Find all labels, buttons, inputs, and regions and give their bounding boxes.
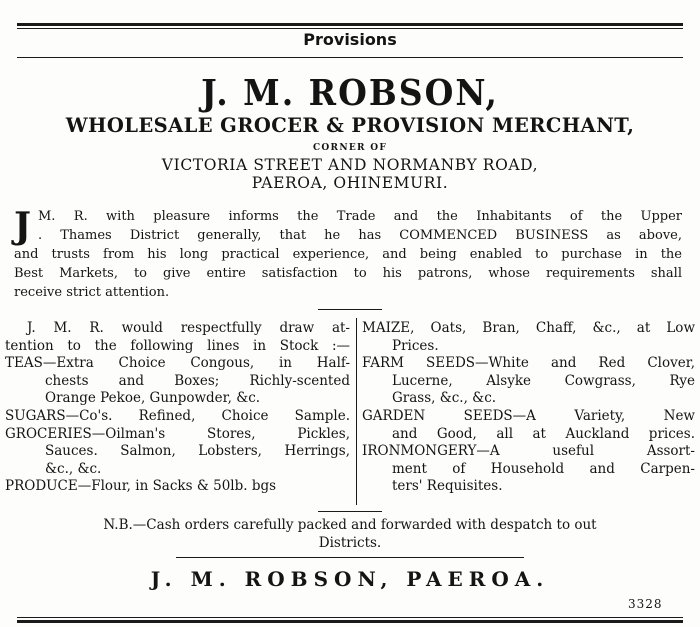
- top-rule-thin: [17, 28, 683, 29]
- right-line: MAIZE, Oats, Bran, Chaff, &c., at Low: [362, 320, 695, 336]
- right-line: and Good, all at Auckland prices.: [392, 425, 695, 442]
- right-line: FARM SEEDS—White and Red Clover,: [362, 355, 695, 372]
- corner-of-label: CORNER OF: [312, 143, 388, 153]
- right-line: ment of Household and Carpen-: [392, 460, 695, 477]
- intro-line: . Thames District generally, that he has COMMENCED BUSINESS as above,: [38, 228, 682, 243]
- left-line: GROCERIES—Oilman's Stores, Pickles,: [5, 425, 350, 442]
- left-line: TEAS—Extra Choice Congous, in Half-: [5, 355, 350, 372]
- right-column: [362, 320, 695, 496]
- ref-number: 3328: [628, 597, 663, 611]
- bottom-rule-thin: [17, 617, 683, 618]
- intro-paragraph: [14, 207, 682, 302]
- header-rule: [17, 57, 683, 58]
- business-title: WHOLESALE GROCER & PROVISION MERCHANT,: [65, 114, 635, 137]
- left-line: Sauces. Salmon, Lobsters, Herrings,: [45, 443, 350, 460]
- nb-line: Districts.: [318, 535, 382, 551]
- right-line: IRONMONGERY—A useful Assort-: [362, 443, 695, 460]
- left-line: &c., &c.: [45, 460, 102, 477]
- right-line: Grass, &c., &c.: [392, 390, 497, 407]
- dropcap: J: [14, 205, 32, 247]
- short-rule: [318, 511, 382, 512]
- bottom-rule-thick: [17, 620, 683, 623]
- footer-rule: [176, 557, 524, 558]
- section-header: Provisions: [303, 30, 397, 49]
- column-divider: [356, 318, 357, 505]
- intro-line: receive strict attention.: [14, 285, 170, 300]
- left-line: chests and Boxes; Richly-scented: [45, 372, 350, 389]
- intro-line: and trusts from his long practical experience, and being enabled to purchase in the: [14, 247, 682, 262]
- top-rule-thick: [17, 23, 683, 26]
- nb-line: N.B.—Cash orders carefully packed and forwarded with despatch to out: [103, 517, 597, 533]
- advertiser-name: J. M. ROBSON,: [201, 71, 499, 114]
- right-line: Lucerne, Alsyke Cowgrass, Rye: [392, 372, 695, 389]
- nb-note: [0, 516, 700, 552]
- left-column: [5, 320, 350, 496]
- right-line: Prices.: [392, 337, 439, 354]
- address-line-2: PAEROA, OHINEMURI.: [251, 174, 449, 192]
- short-rule: [318, 309, 382, 310]
- left-line: PRODUCE—Flour, in Sacks & 50lb. bgs: [5, 478, 277, 495]
- footer-name: J. M. ROBSON, PAEROA.: [150, 567, 550, 591]
- right-line: ters' Requisites.: [392, 478, 503, 495]
- right-line: GARDEN SEEDS—A Variety, New: [362, 407, 695, 424]
- left-line: J. M. R. would respectfully draw at-: [27, 320, 350, 336]
- address-line-1: VICTORIA STREET AND NORMANBY ROAD,: [161, 156, 539, 174]
- intro-line: M. R. with pleasure informs the Trade and the Inhabitants of the Upper: [38, 209, 682, 224]
- left-line: Orange Pekoe, Gunpowder, &c.: [45, 390, 261, 407]
- left-line: tention to the following lines in Stock :—: [5, 337, 350, 354]
- intro-line: Best Markets, to give entire satisfaction to his patrons, whose requirements shall: [14, 266, 682, 281]
- left-line: SUGARS—Co's. Refined, Choice Sample.: [5, 407, 350, 424]
